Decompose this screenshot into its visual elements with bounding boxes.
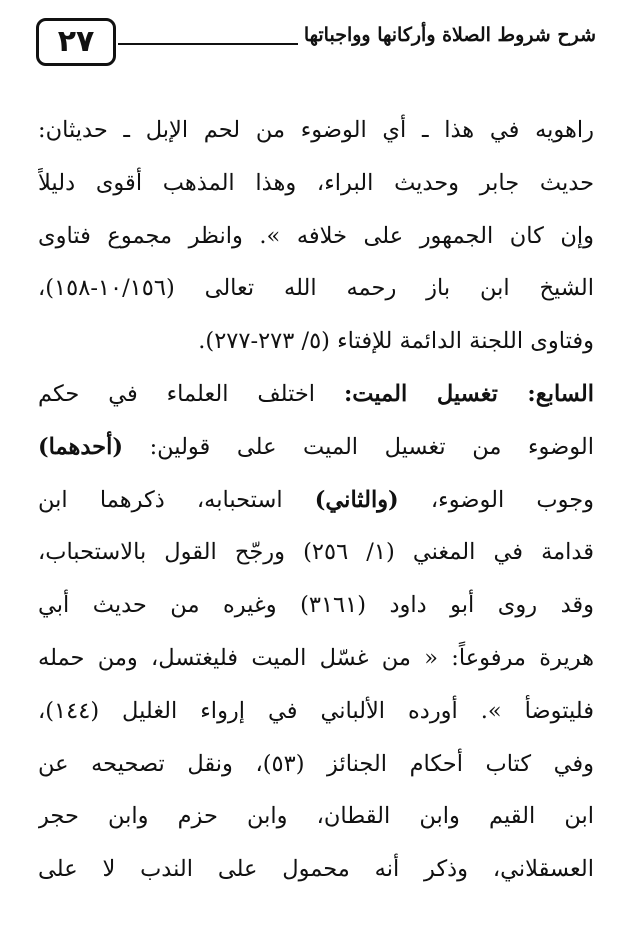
text-line-8-end: استحبابه، ذكرهما ابن xyxy=(38,486,315,513)
text-line-3: وإن كان الجمهور على خلافه ». وانظر مجموع فتاوى xyxy=(38,222,594,249)
text-line-2: حديث جابر وحديث البراء، وهذا المذهب أقوى دليلاً xyxy=(38,169,594,196)
text-line-7 xyxy=(38,421,594,474)
text-line-11: هريرة مرفوعاً: « من غسّل الميت فليغتسل، ومن حمله xyxy=(38,644,594,671)
running-title: شرح شروط الصلاة وأركانها وواجباتها xyxy=(303,24,596,46)
text-line-14: ابن القيم وابن القطان، وابن حزم وابن حجر xyxy=(38,803,594,830)
header-rule xyxy=(118,43,298,45)
text-line-13: وفي كتاب أحكام الجنائز (٥٣)، ونقل تصحيحه عن xyxy=(38,750,594,777)
text-line-1: راهويه في هذا ـ أي الوضوء من لحم الإبل ـ حديثان: xyxy=(38,117,594,143)
page-number: ٢٧ xyxy=(36,18,116,66)
second-opinion-label: (والثاني) xyxy=(314,486,399,513)
text-line-6-rest: اختلف العلماء في حكم xyxy=(38,380,344,407)
text-line-10: وقد روى أبو داود (٣١٦١) وغيره من حديث أبي xyxy=(38,592,594,619)
text-line-4: الشيخ ابن باز رحمه الله تعالى (١٠/١٥٦-١٥٨)، xyxy=(38,275,594,302)
section-heading: السابع: تغسيل الميت: xyxy=(343,380,594,407)
text-line-15: العسقلاني، وذكر أنه محمول على الندب لا على xyxy=(38,856,594,883)
body-text xyxy=(38,104,594,896)
page-header xyxy=(36,18,596,74)
text-line-9: قدامة في المغني (١/ ٢٥٦) ورجّح القول بالاستحباب، xyxy=(38,539,594,566)
text-line-8-start: وجوب الوضوء، xyxy=(398,486,594,513)
text-line-6 xyxy=(38,368,594,421)
text-line-12: فليتوضأ ». أورده الألباني في إرواء الغليل (١٤٤)، xyxy=(38,697,594,724)
first-opinion-label: (أحدهما) xyxy=(38,433,123,460)
text-line-8 xyxy=(38,474,594,527)
text-line-7-start: الوضوء من تغسيل الميت على قولين: xyxy=(123,433,594,460)
text-line-5: وفتاوى اللجنة الدائمة للإفتاء (٥/ ٢٧٣-٢٧٧). xyxy=(198,328,594,355)
